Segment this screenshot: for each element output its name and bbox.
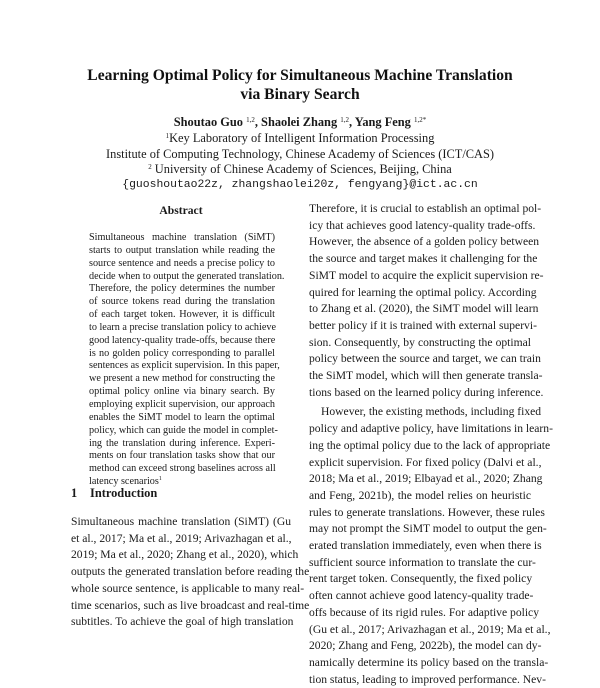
text-line: the SiMT model, which will then generate transla-	[309, 369, 543, 383]
text-line: outputs the generated translation before reading the	[71, 565, 310, 579]
author-emails: {guoshoutao22z, zhangshaolei20z, fengyang}@ict.ac.cn	[122, 179, 478, 192]
author-affil-mark: 1,2	[246, 116, 255, 124]
author-affil-mark: 1,2	[340, 116, 349, 124]
text-line: Therefore, it is crucial to establish an optimal pol-	[309, 202, 542, 215]
text-line: et al., 2017; Ma et al., 2019; Arivazhagan et al.,	[71, 531, 292, 545]
text-line: erated translation immediately, even when there is	[309, 539, 542, 553]
text-line: policy between the source and target, we can train	[309, 352, 541, 366]
section-number: 1	[71, 486, 78, 500]
text-line: policy, which can guide the model in complet-	[89, 424, 278, 436]
text-line: offs because of its rigid rules. For adaptive policy	[309, 605, 539, 619]
footnote-mark: 1	[158, 476, 162, 483]
author-name: Yang Feng	[354, 115, 411, 129]
text-line: Simultaneous machine translation (SiMT) (Gu	[71, 515, 291, 528]
text-line: tions based on the learned policy during inference.	[309, 385, 544, 399]
text-line: enables the SiMT model to learn the optimal	[89, 411, 275, 423]
text-line: sion. Consequently, by constructing the optimal	[309, 335, 531, 349]
text-line: 2020; Zhang and Feng, 2022b), the model can dy-	[309, 639, 542, 653]
text-line: sufficient source information to translate the cur-	[309, 555, 536, 569]
author-names: Shoutao Guo $^{1,2}$, Shaolei Zhang $^{1,2}$, Yang Feng $^{1,2*}$	[173, 115, 427, 129]
text-line: ments on four translation tasks show that our	[89, 450, 275, 462]
text-line: whole source sentence, is applicable to many real-	[71, 581, 305, 595]
intro-right-column	[309, 201, 553, 688]
text-line: starts to output translation while reading the	[89, 244, 275, 256]
author-name: Shoutao Guo	[173, 115, 243, 129]
text-line: source sentence and needs a precise policy to	[89, 257, 275, 269]
text-line: Therefore, the policy determines the number	[89, 283, 275, 295]
text-line: subtitles. To achieve the goal of high translation	[71, 615, 294, 629]
text-line: Simultaneous machine translation (SiMT)	[89, 232, 275, 243]
text-line: However, the absence of a golden policy between	[309, 235, 540, 249]
text-line: method can exceed strong baselines across all	[89, 463, 276, 475]
text-line: explicit supervision. For fixed policy (Dalvi et al.,	[309, 455, 542, 469]
paragraph	[309, 404, 553, 688]
text-line: rules to generate translations. However, these rules	[309, 505, 545, 519]
text-line: to Zhang et al. (2020), the SiMT model will learn	[309, 302, 539, 316]
text-line: 2019; Ma et al., 2020; Zhang et al., 2020), which	[71, 548, 299, 562]
title-line-2: via Binary Search	[240, 86, 360, 103]
text-line: of each target token. However, it is difficult	[89, 309, 275, 321]
text-line: and Feng, 2021b), the model relies on heuristic	[309, 488, 531, 502]
text-line: better policy if it is trained with external supervi-	[309, 318, 537, 332]
author-block	[0, 115, 600, 194]
text-line: sentences as explicit supervision. In this paper,	[89, 360, 280, 372]
text-line: namically determine its policy based on the transla-	[309, 655, 549, 669]
text-line: optimal policy online via binary search. By	[89, 386, 275, 398]
text-line: often cannot achieve good latency-quality trade-	[309, 589, 534, 603]
text-line: ing the optimal policy due to the lack of appropriate	[309, 438, 551, 452]
text-line: decide when to output the generated translation.	[89, 270, 285, 282]
text-line: policy and adaptive policy, have limitations in learn-	[309, 422, 553, 436]
section-title: Introduction	[90, 486, 158, 500]
title-line-1: Learning Optimal Policy for Simultaneous Machine Translation	[87, 67, 513, 84]
text-line: 2018; Ma et al., 2019; Elbayad et al., 2020; Zhang	[309, 472, 543, 486]
affiliation-1b: Institute of Computing Technology, Chinese Academy of Sciences (ICT/CAS)	[106, 146, 494, 161]
text-line: good latency-quality trade-offs, because there	[89, 334, 276, 346]
text-line: may not prompt the SiMT model to output the gen-	[309, 522, 547, 536]
text-line: ing the translation during inference. Experi-	[89, 437, 275, 449]
abstract-heading: Abstract	[159, 204, 203, 217]
text-line: tion status, leading to improved performance. Nev-	[309, 672, 546, 686]
text-line: (Gu et al., 2017; Arivazhagan et al., 2019; Ma et al.,	[309, 622, 551, 636]
text-line: the source and target makes it challenging for the	[309, 252, 538, 266]
text-line: icy that achieves good latency-quality trade-offs.	[309, 218, 536, 232]
text-line: SiMT model to acquire the explicit supervision re-	[309, 268, 544, 282]
text-line: is no golden policy corresponding to parallel	[89, 347, 275, 359]
affiliation-1: $^1$Key Laboratory of Intelligent Information Processing	[165, 130, 435, 145]
author-affil-mark: 1,2*	[413, 116, 427, 124]
paper-title	[0, 66, 600, 104]
text-line: quired for learning the optimal policy. According	[309, 285, 537, 299]
text-line: latency scenarios$^1$	[89, 476, 162, 488]
text-line: time scenarios, such as live broadcast and real-time	[71, 598, 310, 612]
text-line: However, the existing methods, including fixed	[321, 405, 542, 419]
text-line: to learn a precise translation policy to achieve	[89, 321, 276, 333]
text-line: of source tokens read during the translation	[89, 296, 275, 308]
text-line: rent target token. Consequently, the fixed policy	[309, 572, 533, 586]
author-name: Shaolei Zhang	[261, 115, 338, 129]
intro-left-column	[71, 514, 310, 631]
abstract-body	[89, 232, 285, 489]
text-line: we present a new method for constructing the	[89, 373, 275, 385]
paragraph	[309, 201, 544, 401]
affiliation-2: $^2$ University of Chinese Academy of Sciences, Beijing, China	[148, 162, 452, 177]
section-heading-introduction	[71, 486, 157, 501]
text-line: employing explicit supervision, our approach	[89, 398, 275, 410]
